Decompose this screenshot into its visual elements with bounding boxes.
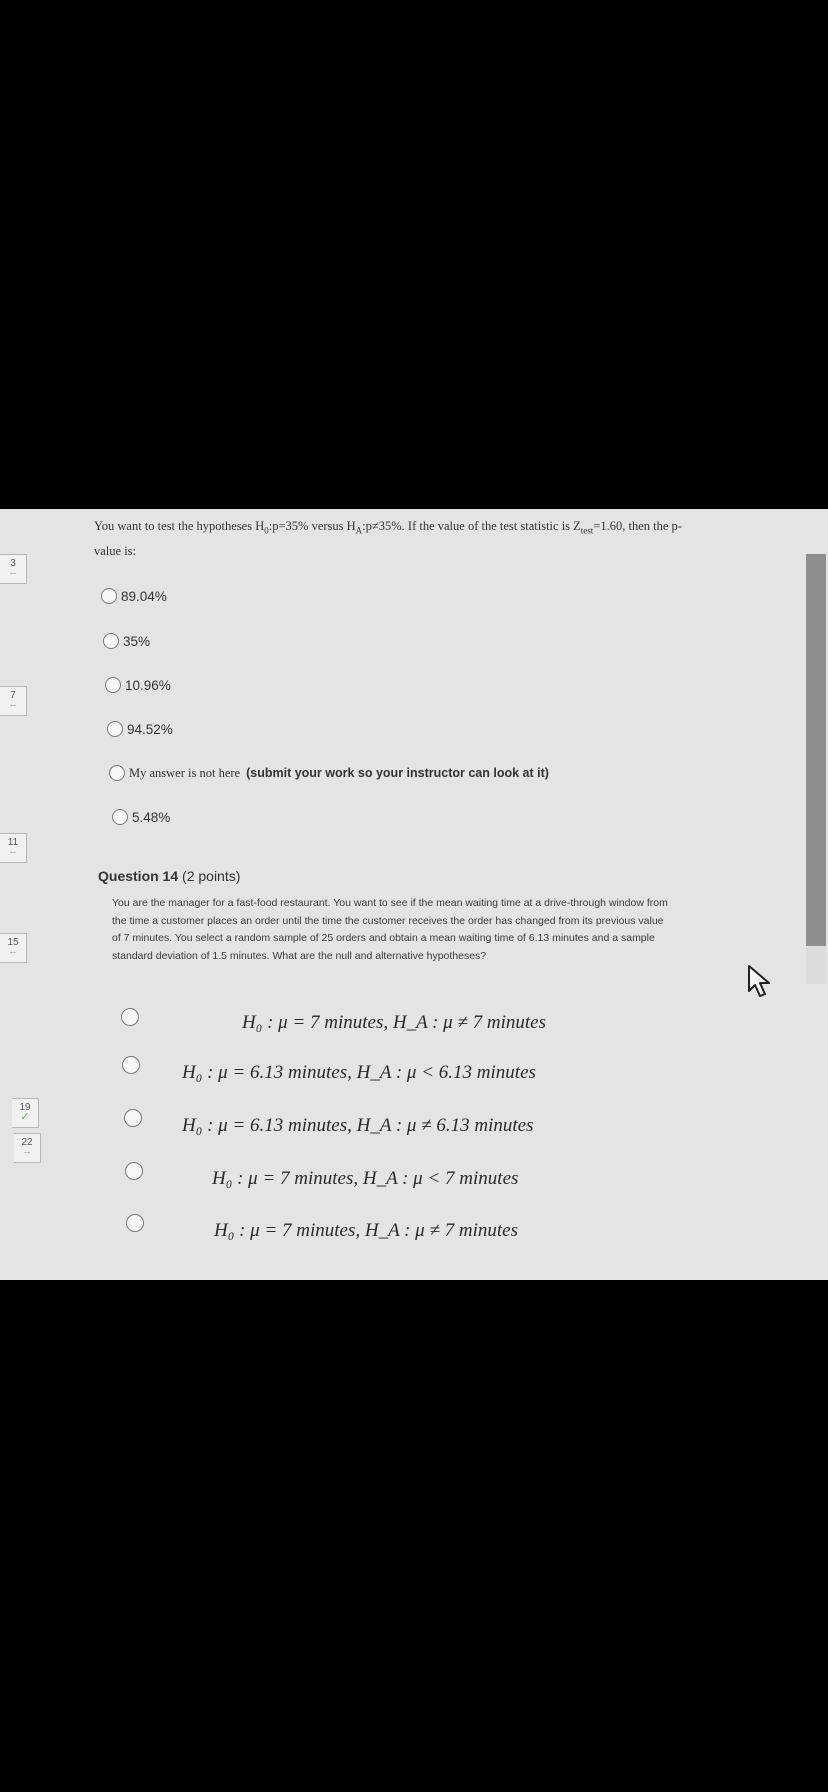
nav-tile-status: -- xyxy=(10,947,16,957)
nav-tile-19[interactable] xyxy=(12,1098,39,1128)
q13-option-3[interactable] xyxy=(105,677,171,693)
radio-button-icon[interactable] xyxy=(112,809,128,825)
subscript: A xyxy=(355,525,363,536)
q14-option-5-label: H₀ : μ = 7 minutes, H_A : μ ≠ 7 minutes xyxy=(214,1220,518,1241)
radio-button-icon[interactable] xyxy=(101,588,117,604)
nav-tile-7[interactable] xyxy=(0,686,27,716)
scrollbar-thumb[interactable] xyxy=(806,554,826,946)
subscript: test xyxy=(580,525,594,536)
question-points: (2 points) xyxy=(182,868,241,884)
prompt-text: :p=35% versus H xyxy=(268,519,356,533)
prompt-text: You want to test the hypotheses H xyxy=(94,519,265,533)
q14-option-2-label: H₀ : μ = 6.13 minutes, H_A : μ < 6.13 minutes xyxy=(182,1062,536,1083)
question-title: Question 14 xyxy=(98,868,179,884)
option-label: My answer is not here xyxy=(129,765,241,780)
q14-option-1-label: H₀ : μ = 7 minutes, H_A : μ ≠ 7 minutes xyxy=(242,1012,546,1033)
radio-button-icon[interactable] xyxy=(121,1008,139,1026)
nav-tile-11[interactable] xyxy=(0,833,27,863)
nav-tile-number: 15 xyxy=(7,937,19,948)
radio-button-icon[interactable] xyxy=(122,1056,140,1074)
radio-button-icon[interactable] xyxy=(105,677,121,693)
radio-button-icon[interactable] xyxy=(107,721,123,737)
option-label: 10.96% xyxy=(125,677,171,693)
option-label: 89.04% xyxy=(121,588,167,604)
option-label: 94.52% xyxy=(127,721,173,737)
subscript: 0 xyxy=(264,525,269,536)
mouse-pointer-icon xyxy=(747,964,775,998)
radio-button-icon[interactable] xyxy=(124,1109,142,1127)
radio-button-icon[interactable] xyxy=(103,633,119,649)
q13-option-1[interactable] xyxy=(101,588,167,604)
radio-button-icon[interactable] xyxy=(126,1214,144,1232)
option-label: 5.48% xyxy=(132,809,171,825)
q14-option-4-label: H₀ : μ = 7 minutes, H_A : μ < 7 minutes xyxy=(212,1168,519,1189)
q14-option-3-label: H₀ : μ = 6.13 minutes, H_A : μ ≠ 6.13 minutes xyxy=(182,1115,534,1136)
nav-tile-number: 19 xyxy=(19,1102,31,1113)
q13-option-2[interactable] xyxy=(103,633,150,649)
option-note: (submit your work so your instructor can look at it) xyxy=(246,766,549,780)
question-14-prompt: You are the manager for a fast-food restaurant. You want to see if the mean waiting time at a drive-through window from the time a customer places an order until the time the customer receives the order has changed from its previous value of 7 minutes. You select a random sample of 25 orders and obtain a mean waiting time of 6.13 minutes and a sample standard deviation of 1.5 minutes. What are the null and alternative hypotheses? xyxy=(112,897,668,962)
nav-tile-15[interactable] xyxy=(0,933,27,963)
checkmark-icon: ✓ xyxy=(20,1111,30,1123)
prompt-text: :p≠35%. If the value of the test statistic is Z xyxy=(362,519,581,533)
question-14-header xyxy=(98,868,240,884)
nav-tile-number: 7 xyxy=(10,690,16,701)
radio-button-icon[interactable] xyxy=(125,1162,143,1180)
nav-tile-22[interactable] xyxy=(14,1133,41,1163)
nav-tile-number: 22 xyxy=(21,1137,33,1148)
q13-option-4[interactable] xyxy=(107,721,173,737)
nav-tile-number: 3 xyxy=(10,558,16,569)
q13-option-6[interactable] xyxy=(112,809,170,825)
nav-tile-number: 11 xyxy=(7,837,19,848)
question-13-prompt xyxy=(94,516,694,561)
radio-button-icon[interactable] xyxy=(109,765,125,781)
nav-tile-status: -- xyxy=(10,568,16,578)
nav-tile-status: -- xyxy=(24,1147,30,1157)
nav-tile-status: -- xyxy=(10,847,16,857)
nav-tile-3[interactable] xyxy=(0,554,27,584)
nav-tile-status: -- xyxy=(10,700,16,710)
q13-option-5[interactable] xyxy=(109,765,549,781)
prompt-text: =1.60, then the p-value is: xyxy=(94,519,682,558)
option-label: 35% xyxy=(123,633,151,649)
quiz-screen xyxy=(0,509,828,1280)
